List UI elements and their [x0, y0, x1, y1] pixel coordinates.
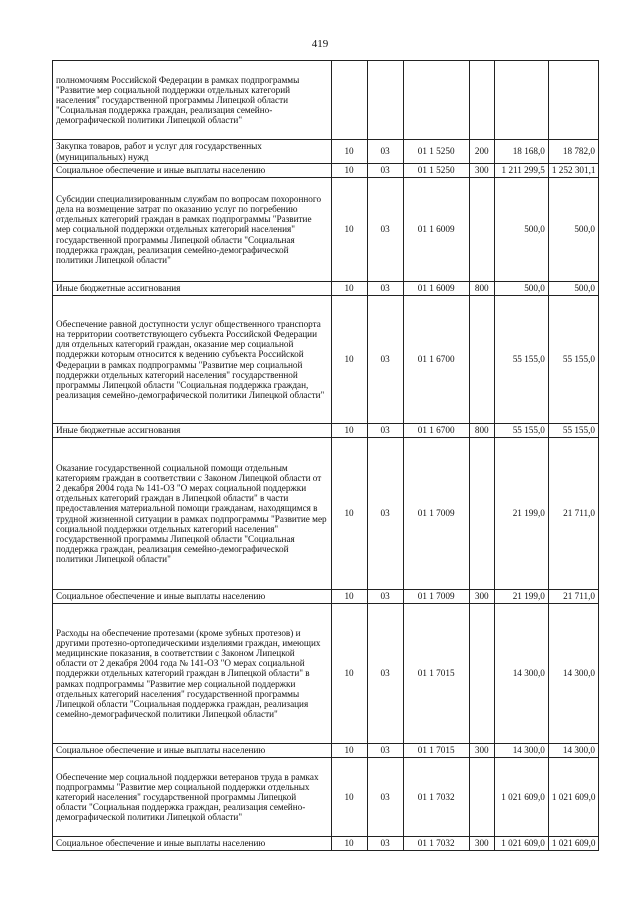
row-section: 10 — [331, 590, 367, 604]
row-section: 10 — [331, 837, 367, 851]
row-target: 01 1 5250 — [403, 140, 469, 164]
row-subsection: 03 — [367, 296, 403, 424]
row-name: Иные бюджетные ассигнования — [53, 424, 332, 438]
row-value-2: 21 711,0 — [548, 590, 598, 604]
budget-table — [52, 60, 599, 851]
table-row — [53, 178, 599, 282]
row-value-2: 500,0 — [548, 178, 598, 282]
row-value-1: 14 300,0 — [494, 604, 548, 744]
row-kind: 300 — [469, 837, 494, 851]
row-subsection: 03 — [367, 604, 403, 744]
row-section: 10 — [331, 758, 367, 837]
row-subsection: 03 — [367, 424, 403, 438]
row-value-2: 1 021 609,0 — [548, 758, 598, 837]
row-value-2: 1 021 609,0 — [548, 837, 598, 851]
row-target: 01 1 7032 — [403, 758, 469, 837]
row-kind — [469, 61, 494, 140]
row-kind — [469, 758, 494, 837]
row-section: 10 — [331, 744, 367, 758]
row-subsection — [367, 61, 403, 140]
page-number: 419 — [311, 38, 329, 50]
row-subsection: 03 — [367, 744, 403, 758]
row-name: Иные бюджетные ассигнования — [53, 282, 332, 296]
table-row — [53, 438, 599, 590]
row-section: 10 — [331, 604, 367, 744]
row-kind: 300 — [469, 590, 494, 604]
row-subsection: 03 — [367, 282, 403, 296]
row-section: 10 — [331, 164, 367, 178]
row-kind: 800 — [469, 424, 494, 438]
row-value-2: 14 300,0 — [548, 604, 598, 744]
row-value-2: 55 155,0 — [548, 296, 598, 424]
row-kind — [469, 178, 494, 282]
row-target: 01 1 6700 — [403, 296, 469, 424]
table-row — [53, 604, 599, 744]
row-name: Социальное обеспечение и иные выплаты населению — [53, 744, 332, 758]
row-target: 01 1 7009 — [403, 590, 469, 604]
table-row — [53, 282, 599, 296]
row-value-2: 500,0 — [548, 282, 598, 296]
table-row — [53, 296, 599, 424]
row-value-1: 55 155,0 — [494, 296, 548, 424]
row-subsection: 03 — [367, 164, 403, 178]
row-target: 01 1 7032 — [403, 837, 469, 851]
row-target: 01 1 7015 — [403, 604, 469, 744]
table-row — [53, 837, 599, 851]
row-section: 10 — [331, 140, 367, 164]
row-section: 10 — [331, 296, 367, 424]
row-target: 01 1 7009 — [403, 438, 469, 590]
row-subsection: 03 — [367, 590, 403, 604]
row-value-1: 1 021 609,0 — [494, 837, 548, 851]
row-subsection: 03 — [367, 758, 403, 837]
row-name: Социальное обеспечение и иные выплаты населению — [53, 837, 332, 851]
row-kind — [469, 438, 494, 590]
row-value-1: 18 168,0 — [494, 140, 548, 164]
row-target: 01 1 5250 — [403, 164, 469, 178]
row-kind: 300 — [469, 744, 494, 758]
row-section: 10 — [331, 438, 367, 590]
row-value-2: 55 155,0 — [548, 424, 598, 438]
row-subsection: 03 — [367, 178, 403, 282]
row-value-1 — [494, 61, 548, 140]
table-row — [53, 424, 599, 438]
table-row — [53, 744, 599, 758]
row-value-1: 21 199,0 — [494, 438, 548, 590]
row-value-2: 18 782,0 — [548, 140, 598, 164]
row-name: Закупка товаров, работ и услуг для государственных (муниципальных) нужд — [53, 140, 332, 164]
table-row — [53, 590, 599, 604]
table-row — [53, 140, 599, 164]
row-name: Обеспечение равной доступности услуг общественного транспорта на территории соответствующего субъекта Российской Федерации для отдельных категорий граждан, оказание мер социальной поддержки которым относится к ведению субъекта Российской Федерации в рамках подпрограммы "Развитие мер социальной поддержки отдельных категорий населения" государственной программы Липецкой области "Социальная поддержка граждан, реализация семейно-демографической политики Липецкой области" — [53, 296, 332, 424]
row-target: 01 1 6700 — [403, 424, 469, 438]
row-name: Обеспечение мер социальной поддержки ветеранов труда в рамках подпрограммы "Развитие мер социальной поддержки отдельных категорий населения" государственной программы Липецкой области "Социальная поддержка граждан, реализация семейно-демографической политики Липецкой области" — [53, 758, 332, 837]
row-target: 01 1 6009 — [403, 282, 469, 296]
row-target: 01 1 7015 — [403, 744, 469, 758]
row-target — [403, 61, 469, 140]
row-name: Расходы на обеспечение протезами (кроме зубных протезов) и другими протезно-ортопедическими изделиями граждан, имеющих медицинские показания, в соответствии с Законом Липецкой области от 2 декабря 2004 года № 141-ОЗ "О мерах социальной поддержки отдельных категорий граждан в Липецкой области" в рамках подпрограммы "Развитие мер социальной поддержки отдельных категорий населения" государственной программы Липецкой области "Социальная поддержка граждан, реализация семейно-демографической политики Липецкой области" — [53, 604, 332, 744]
row-name: Оказание государственной социальной помощи отдельным категориям граждан в соответствии с Законом Липецкой области от 2 декабря 2004 года № 141-ОЗ "О мерах социальной поддержки отдельных категорий граждан в Липецкой области" в части предоставления материальной помощи гражданам, находящимся в трудной жизненной ситуации в рамках подпрограммы "Развитие мер социальной поддержки отдельных категорий населения" государственной программы Липецкой области "Социальная поддержка граждан, реализация семейно-демографической политики Липецкой области" — [53, 438, 332, 590]
row-name: Социальное обеспечение и иные выплаты населению — [53, 164, 332, 178]
row-value-1: 1 211 299,5 — [494, 164, 548, 178]
row-value-1: 14 300,0 — [494, 744, 548, 758]
row-name: полномочиям Российской Федерации в рамках подпрограммы "Развитие мер социальной поддержки отдельных категорий населения" государственной программы Липецкой области "Социальная поддержка граждан, реализация семейно-демографической политики Липецкой области" — [53, 61, 332, 140]
row-name: Социальное обеспечение и иные выплаты населению — [53, 590, 332, 604]
row-value-2: 14 300,0 — [548, 744, 598, 758]
row-subsection: 03 — [367, 140, 403, 164]
row-kind: 300 — [469, 164, 494, 178]
row-kind — [469, 296, 494, 424]
row-value-2: 21 711,0 — [548, 438, 598, 590]
row-value-1: 21 199,0 — [494, 590, 548, 604]
row-section — [331, 61, 367, 140]
row-kind — [469, 604, 494, 744]
row-kind: 200 — [469, 140, 494, 164]
row-section: 10 — [331, 282, 367, 296]
row-section: 10 — [331, 178, 367, 282]
row-target: 01 1 6009 — [403, 178, 469, 282]
row-value-2: 1 252 301,1 — [548, 164, 598, 178]
row-kind: 800 — [469, 282, 494, 296]
row-value-1: 1 021 609,0 — [494, 758, 548, 837]
table-row — [53, 61, 599, 140]
table-row — [53, 164, 599, 178]
row-value-1: 500,0 — [494, 282, 548, 296]
row-subsection: 03 — [367, 837, 403, 851]
row-name: Субсидии специализированным службам по вопросам похоронного дела на возмещение затрат по оказанию услуг по погребению отдельных категорий граждан в рамках подпрограммы "Развитие мер социальной поддержки отдельных категорий населения" государственной программы Липецкой области "Социальная поддержка граждан, реализация семейно-демографической политики Липецкой области" — [53, 178, 332, 282]
row-subsection: 03 — [367, 438, 403, 590]
row-section: 10 — [331, 424, 367, 438]
row-value-2 — [548, 61, 598, 140]
table-row — [53, 758, 599, 837]
row-value-1: 55 155,0 — [494, 424, 548, 438]
row-value-1: 500,0 — [494, 178, 548, 282]
